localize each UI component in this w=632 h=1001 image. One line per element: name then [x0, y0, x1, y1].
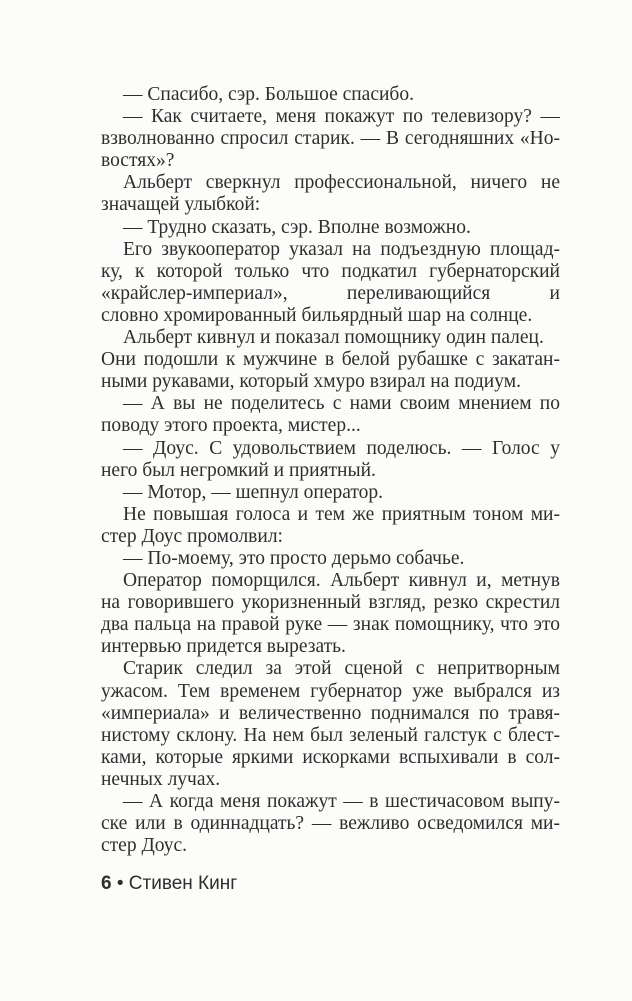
text-line: нечных лучах.: [101, 768, 221, 790]
text-line: — А когда меня покажут — в шестичасовом выпу-: [123, 791, 560, 812]
footer-separator: •: [116, 873, 124, 894]
text-line: — Доус. С удовольствием поделюсь. — Голос у: [123, 437, 560, 459]
text-line: — Спасибо, сэр. Большое спасибо.: [123, 84, 414, 105]
text-line: Они подошли к мужчине в белой рубашке с закатан-: [101, 349, 560, 371]
text-line: стер Доус промолвил:: [101, 525, 283, 547]
page-number: 6: [101, 873, 112, 894]
text-line: ными рукавами, который хмуро взирал на подиум.: [101, 371, 521, 393]
text-line: — Мотор, — шепнул оператор.: [123, 481, 384, 503]
text-line: ку, к которой только что подкатил губернаторский: [101, 260, 560, 282]
text-line: Не повышая голоса и тем же приятным тоном ми-: [123, 503, 560, 525]
text-line: востях»?: [101, 150, 175, 172]
running-title-author: Стивен Кинг: [128, 873, 238, 894]
text-line: Альберт сверкнул профессиональной, ничего не: [123, 172, 560, 194]
text-line: Старик следил за этой сценой с непритворным: [123, 658, 560, 680]
page-body-text: [101, 84, 560, 857]
text-line: ужасом. Тем временем губернатор уже выбрался из: [101, 680, 560, 702]
text-line: ске или в одиннадцать? — вежливо осведомился ми-: [101, 813, 560, 835]
text-line: — Трудно сказать, сэр. Вполне возможно.: [123, 216, 471, 238]
page-footer: [101, 873, 237, 895]
text-line: — Как считаете, меня покажут по телевизору? —: [123, 106, 560, 128]
text-line: Его звукооператор указал на подъездную площад-: [123, 238, 560, 260]
text-line: значащей улыбкой:: [101, 194, 261, 216]
text-line: «империала» и величественно поднимался по травя-: [101, 702, 560, 724]
text-line: Оператор поморщился. Альберт кивнул и, метнув: [123, 570, 560, 592]
text-line: нистому склону. На нем был зеленый галстук с блест-: [101, 724, 560, 746]
text-line: стер Доус.: [101, 835, 188, 857]
text-line: словно хромированный бильярдный шар на солнце.: [101, 304, 533, 326]
text-line: на говорившего укоризненный взгляд, резко скрестил: [101, 592, 560, 614]
text-line: поводу этого проекта, мистер...: [101, 415, 361, 437]
text-line: него был негромкий и приятный.: [101, 459, 376, 481]
text-line: взволнованно спросил старик. — В сегодняшних «Но-: [101, 128, 560, 150]
text-line: интервью придется вырезать.: [101, 636, 346, 658]
text-line: — А вы не поделитесь с нами своим мнением по: [123, 393, 560, 415]
text-line: Альберт кивнул и показал помощнику один палец.: [123, 327, 544, 349]
text-line: два пальца на правой руке — знак помощнику, что это: [101, 614, 560, 636]
text-line: ками, которые яркими искорками вспыхивали в сол-: [101, 746, 560, 768]
text-line: «крайслер-империал», переливающийся и: [101, 282, 560, 304]
text-line: — По-моему, это просто дерьмо собачье.: [123, 547, 465, 569]
